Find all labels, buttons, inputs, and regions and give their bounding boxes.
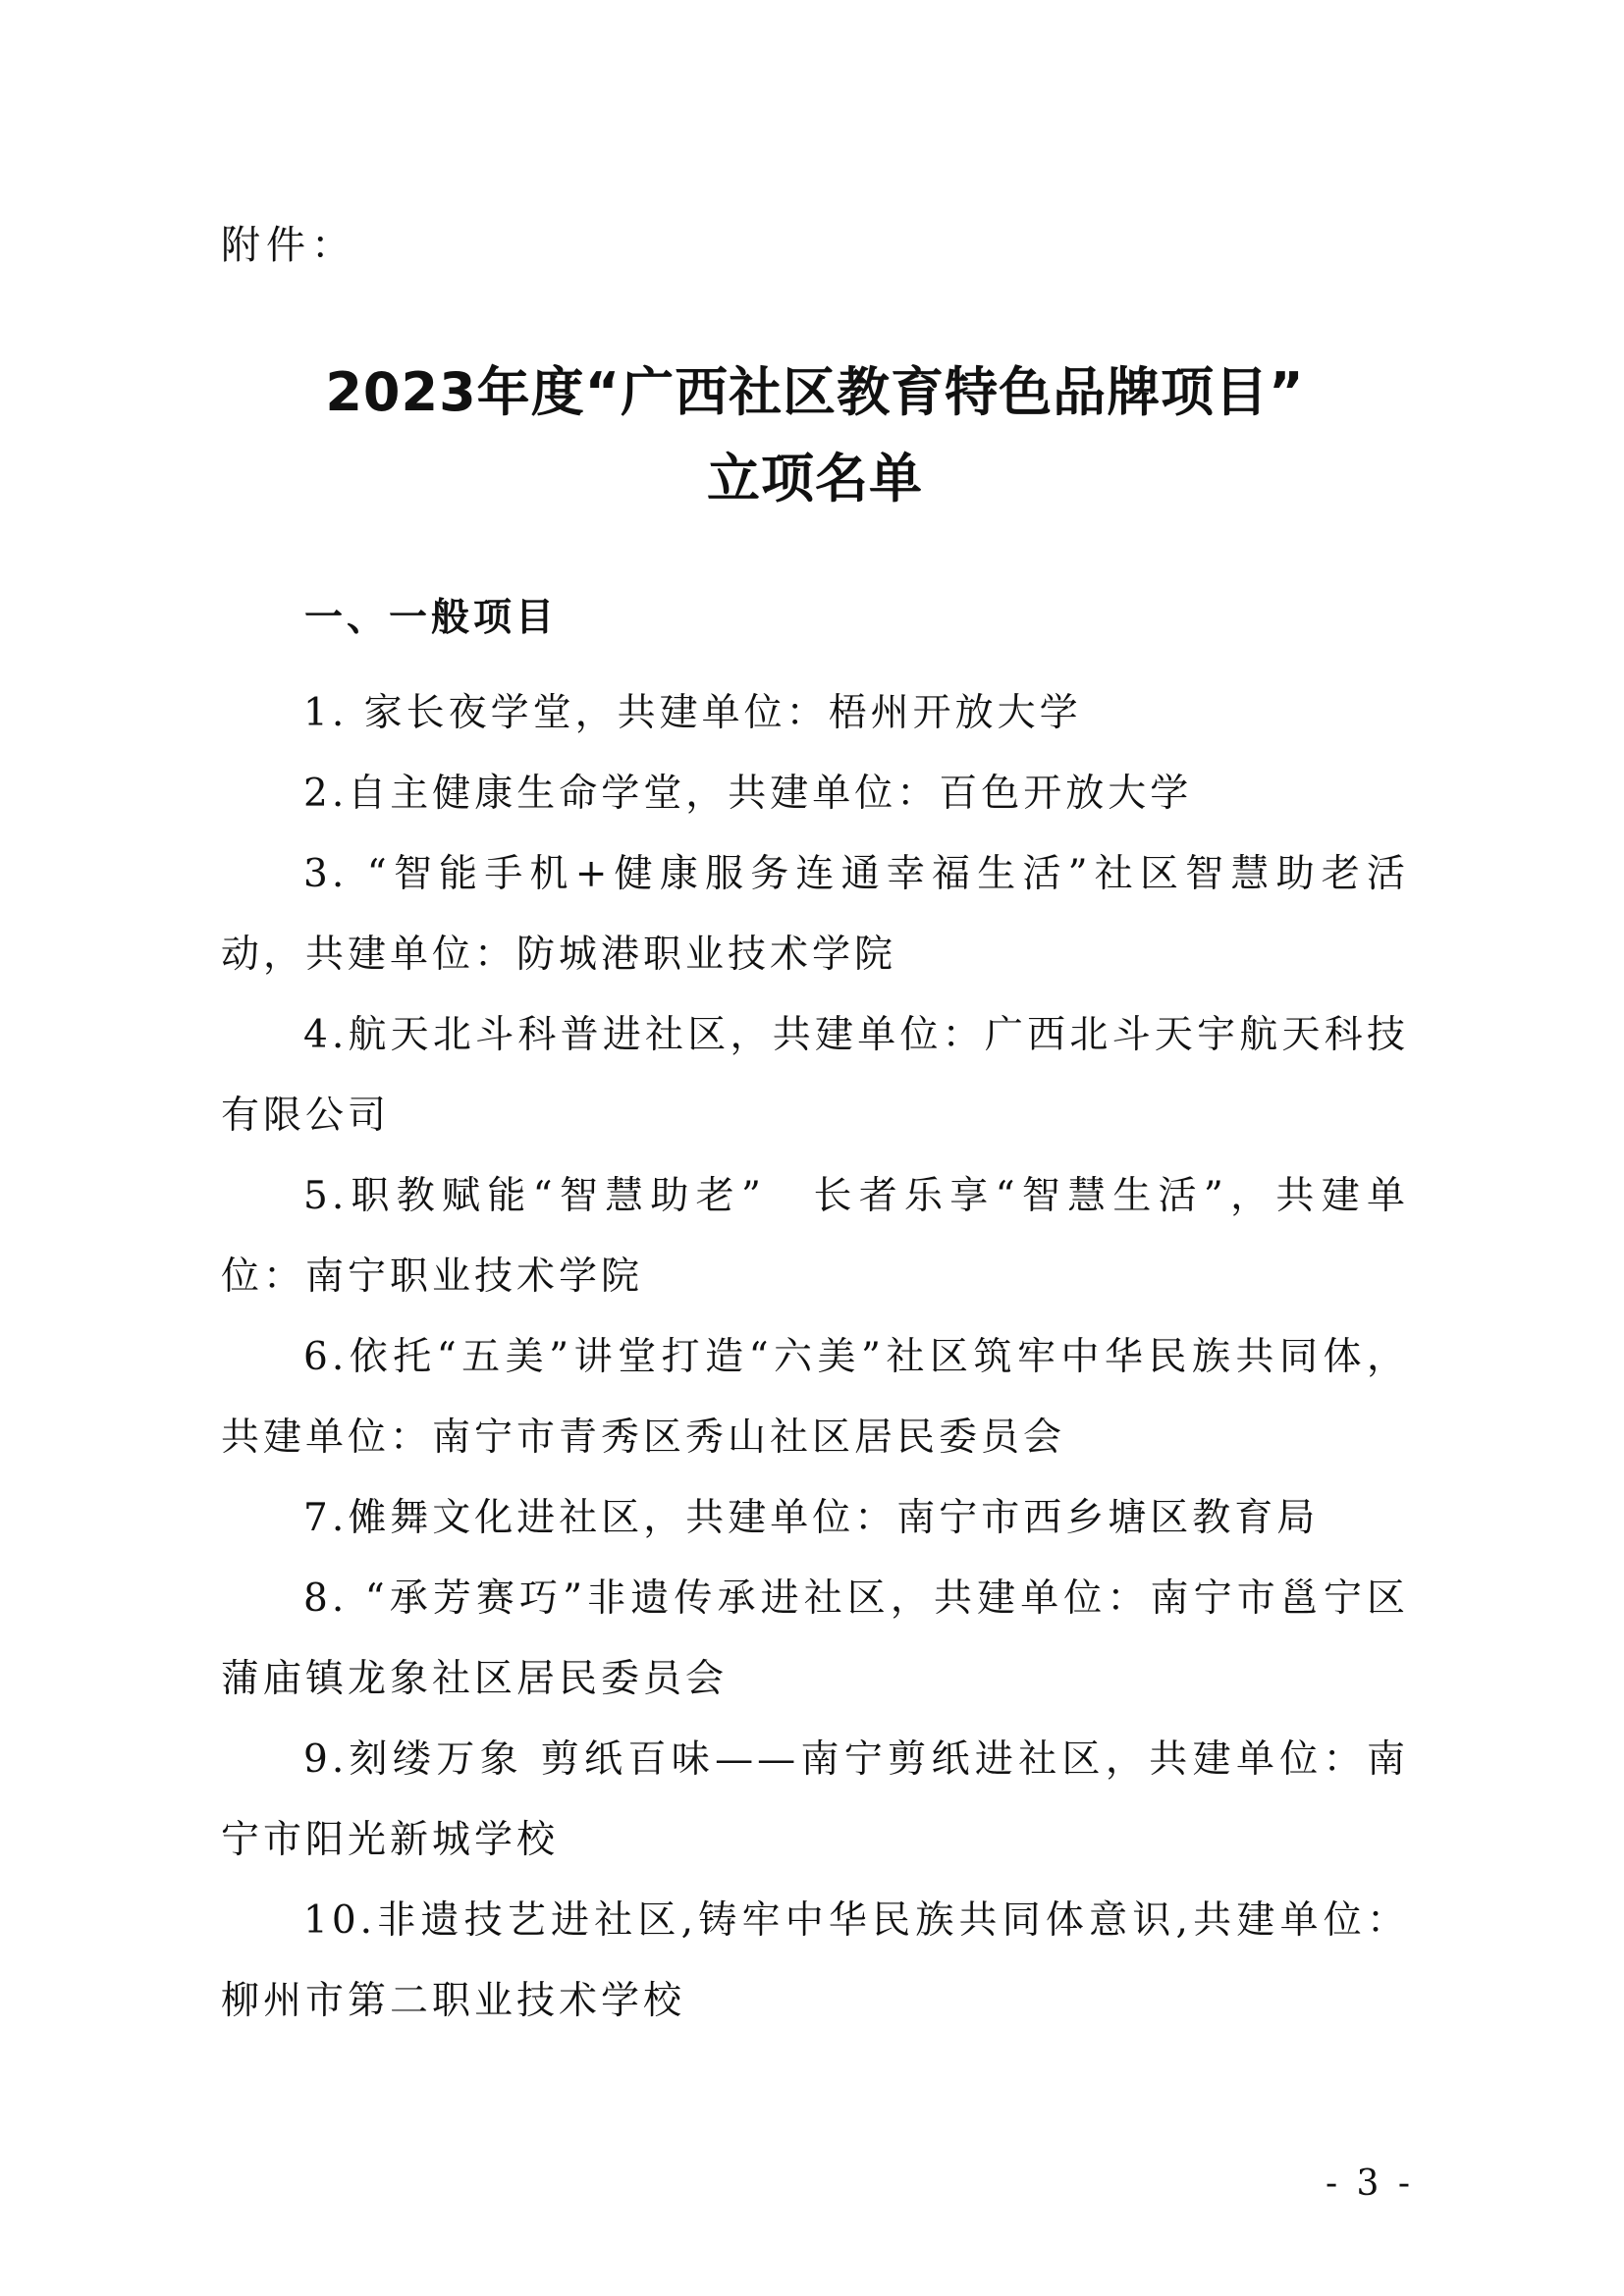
- project-item-7: 7.傩舞文化进社区，共建单位：南宁市西乡塘区教育局: [303, 1496, 1320, 1540]
- project-item-10: 10.非遗技艺进社区,铸牢中华民族共同体意识,共建单位：柳州市第二职业技术学校: [221, 1898, 1409, 2023]
- project-item-4: 4.航天北斗科普进社区，共建单位：广西北斗天宇航天科技有限公司: [221, 1013, 1409, 1138]
- page-number: - 3 -: [1325, 2163, 1415, 2204]
- document-title-line-2: 立项名单: [707, 448, 923, 509]
- project-item-9: 9.刻缕万象 剪纸百味——南宁剪纸进社区，共建单位：南宁市阳光新城学校: [221, 1737, 1409, 1862]
- project-item-6: 6.依托“五美”讲堂打造“六美”社区筑牢中华民族共同体，共建单位：南宁市青秀区秀山社区居民委员会: [221, 1335, 1409, 1460]
- section-heading: 一、一般项目: [304, 596, 559, 640]
- project-list: [221, 673, 1409, 2042]
- project-item-5: 5.职教赋能“智慧助老” 长者乐享“智慧生活”，共建单位：南宁职业技术学院: [221, 1174, 1409, 1299]
- project-item-8: 8. “承芳赛巧”非遗传承进社区，共建单位：南宁市邕宁区蒲庙镇龙象社区居民委员会: [221, 1576, 1409, 1701]
- project-item-3: 3. “智能手机+健康服务连通幸福生活”社区智慧助老活动，共建单位：防城港职业技术学院: [221, 852, 1409, 977]
- document-title-line-1: 2023年度“广西社区教育特色品牌项目”: [325, 361, 1305, 423]
- project-item-2: 2.自主健康生命学堂，共建单位：百色开放大学: [303, 772, 1193, 816]
- attachment-label: 附件：: [221, 223, 356, 268]
- project-item-1: 1. 家长夜学堂，共建单位：梧州开放大学: [303, 691, 1082, 735]
